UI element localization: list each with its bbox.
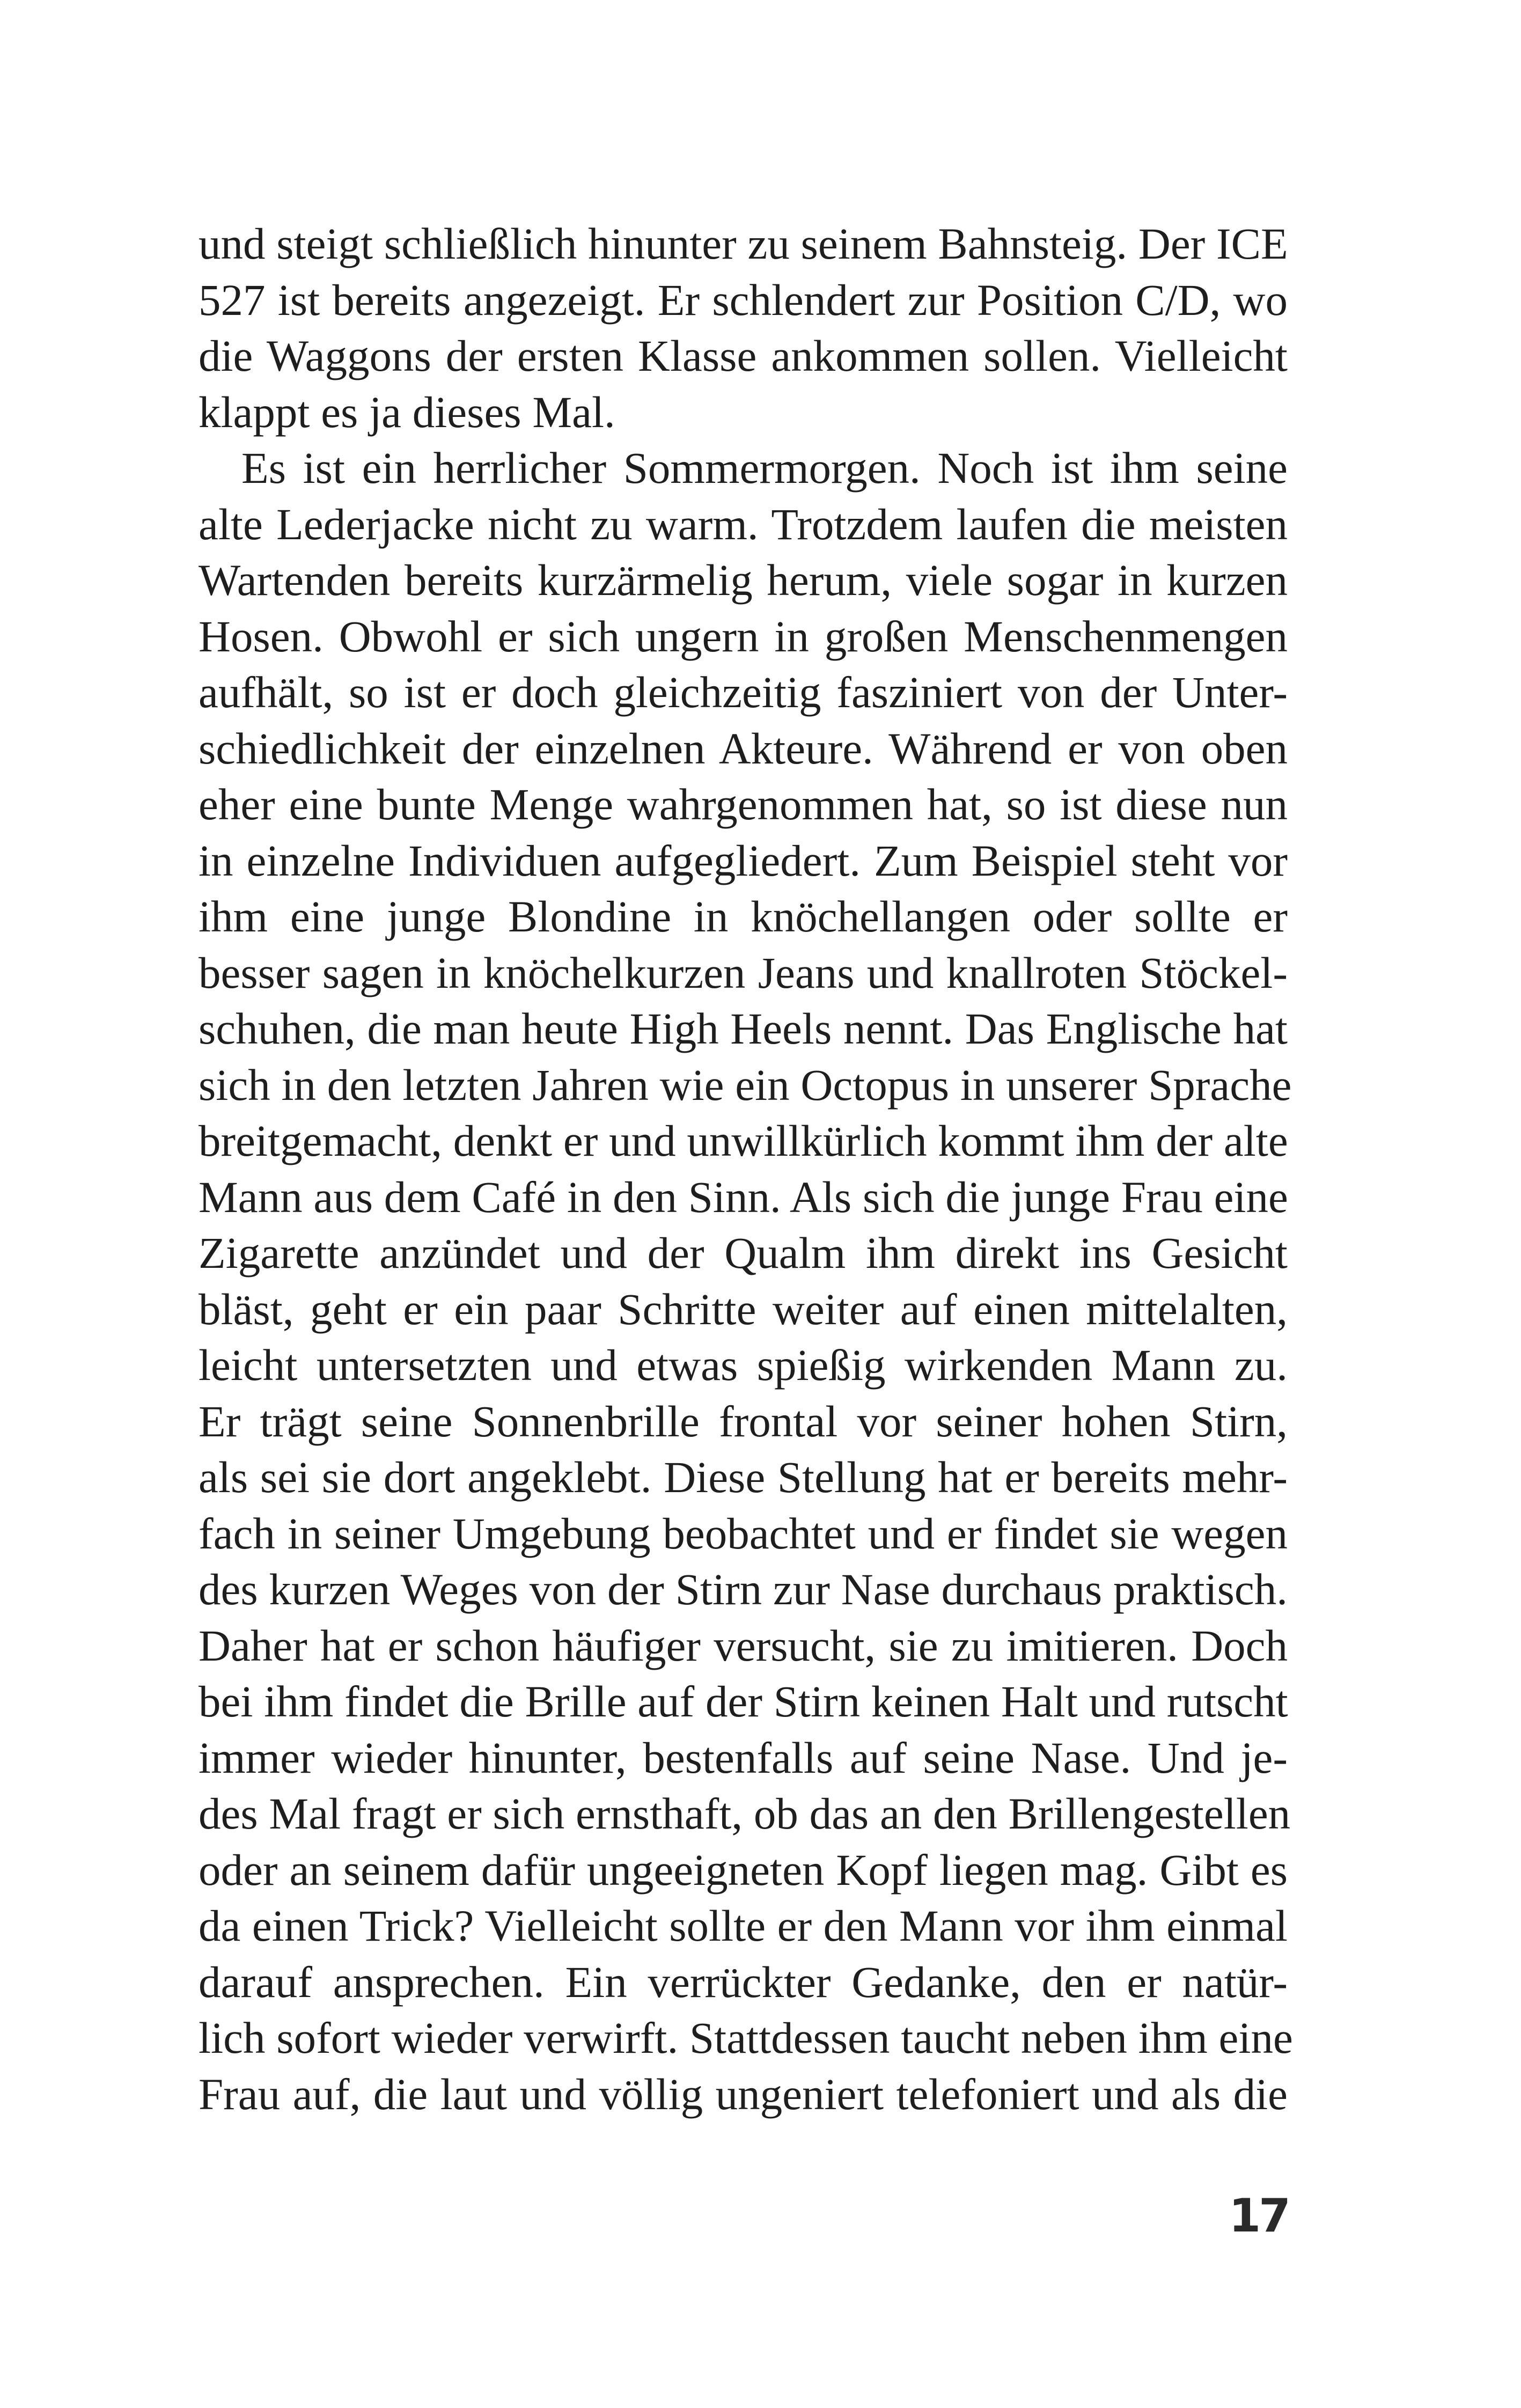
text-line: Zigarette anzündet und der Qualm ihm direkt ins Gesicht: [199, 1228, 1288, 1278]
text-line: klappt es ja dieses Mal.: [199, 387, 615, 437]
text-line: oder an seinem dafür ungeeigneten Kopf liegen mag. Gibt es: [199, 1845, 1288, 1895]
text-line: ihm eine junge Blondine in knöchellangen oder sollte er: [199, 892, 1288, 941]
text-line: und steigt schließlich hinunter zu seinem Bahnsteig. Der ICE: [199, 219, 1288, 268]
paragraph: [199, 216, 1288, 440]
page-number: 17: [1229, 2189, 1289, 2243]
text-line: 527 ist bereits angezeigt. Er schlendert zur Position C/D, wo: [199, 275, 1288, 325]
text-line: alte Lederjacke nicht zu warm. Trotzdem laufen die meisten: [199, 499, 1288, 549]
text-line: in einzelne Individuen aufgegliedert. Zum Beispiel steht vor: [199, 835, 1288, 885]
body-text: [199, 216, 1293, 2122]
text-line: schiedlichkeit der einzelnen Akteure. Während er von oben: [199, 723, 1288, 773]
text-line: des Mal fragt er sich ernsthaft, ob das an den Brillengestellen: [199, 1789, 1291, 1838]
text-line: besser sagen in knöchelkurzen Jeans und knallroten Stöckel-: [199, 948, 1288, 997]
text-line: als sei sie dort angeklebt. Diese Stellung hat er bereits mehr-: [199, 1452, 1288, 1502]
text-line: eher eine bunte Menge wahrgenommen hat, so ist diese nun: [199, 780, 1288, 829]
text-line: bei ihm findet die Brille auf der Stirn keinen Halt und rutscht: [199, 1677, 1288, 1726]
text-line: darauf ansprechen. Ein verrückter Gedanke, den er natür-: [199, 1957, 1288, 2007]
text-line: des kurzen Weges von der Stirn zur Nase durchaus praktisch.: [199, 1565, 1288, 1614]
text-line: aufhält, so ist er doch gleichzeitig fasziniert von der Unter-: [199, 667, 1288, 717]
text-line: breitgemacht, denkt er und unwillkürlich kommt ihm der alte: [199, 1116, 1288, 1165]
text-line: Er trägt seine Sonnenbrille frontal vor seiner hohen Stirn,: [199, 1396, 1288, 1446]
paragraph: [199, 440, 1293, 2122]
text-line: da einen Trick? Vielleicht sollte er den Mann vor ihm einmal: [199, 1901, 1288, 1950]
text-line: leicht untersetzten und etwas spießig wirkenden Mann zu.: [199, 1340, 1288, 1390]
text-line: immer wieder hinunter, bestenfalls auf seine Nase. Und je-: [199, 1732, 1288, 1782]
text-line: Frau auf, die laut und völlig ungeniert telefoniert und als die: [199, 2069, 1288, 2119]
text-line: fach in seiner Umgebung beobachtet und er findet sie wegen: [199, 1508, 1288, 1558]
text-line: Hosen. Obwohl er sich ungern in großen Menschenmengen: [199, 611, 1288, 661]
text-line: lich sofort wieder verwirft. Stattdessen taucht neben ihm eine: [199, 2013, 1293, 2062]
text-line: Mann aus dem Café in den Sinn. Als sich die junge Frau eine: [199, 1172, 1288, 1222]
text-line: Wartenden bereits kurzärmelig herum, viele sogar in kurzen: [199, 555, 1288, 605]
text-line: Daher hat er schon häufiger versucht, sie zu imitieren. Doch: [199, 1620, 1288, 1670]
text-line: bläst, geht er ein paar Schritte weiter auf einen mittelalten,: [199, 1284, 1288, 1334]
text-line: sich in den letzten Jahren wie ein Octopus in unserer Sprache: [199, 1060, 1292, 1110]
text-line: Es ist ein herrlicher Sommermorgen. Noch ist ihm seine: [241, 443, 1288, 493]
text-line: schuhen, die man heute High Heels nennt. Das Englische hat: [199, 1004, 1288, 1053]
text-line: die Waggons der ersten Klasse ankommen sollen. Vielleicht: [199, 331, 1288, 380]
